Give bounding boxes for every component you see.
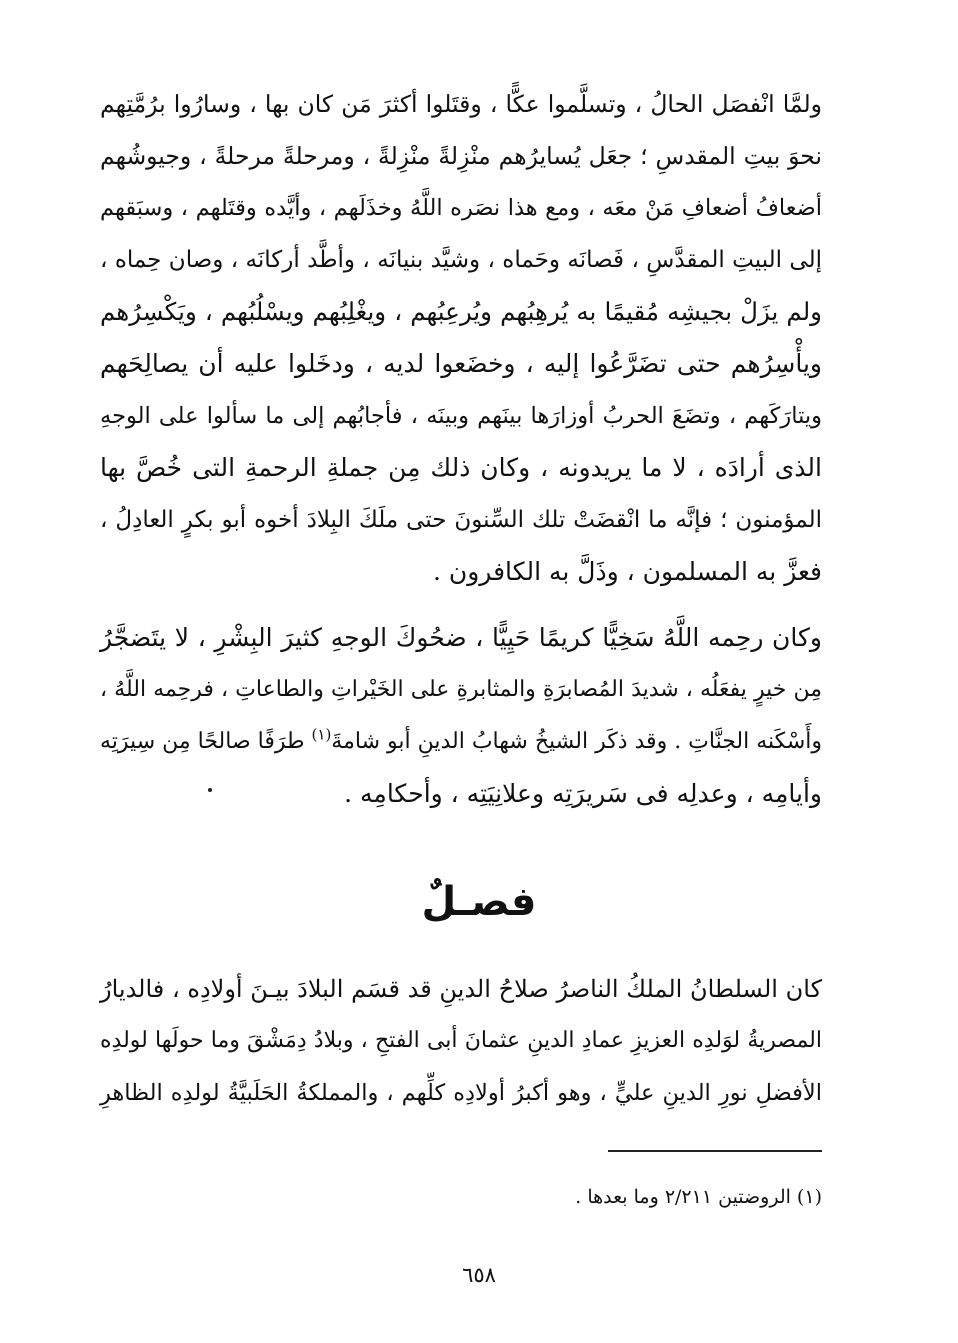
- text-line: وكان رحِمه اللَّهُ سَخِيًّا كريمًا حَيِيًّا ، ضحُوكَ الوجهِ كثيرَ البِشْرِ ، لا يتَضجَّرُ: [100, 623, 822, 652]
- text-line: الأفضلِ نورِ الدينِ عليٍّ ، وهو أكبرُ أولادِه كلِّهم ، والمملكةُ الحَلَبيَّةُ لولدِه الظاهرِ: [100, 1080, 822, 1106]
- text-line-part: طرَفًا صالحًا مِن سِيرَتِه: [100, 729, 305, 754]
- text-line: المصريةُ لوَلدِه العزيزِ عمادِ الدينِ عثمانَ أبى الفتحِ ، وبلادُ دِمَشْقَ وما حولَها لولدِه: [100, 1028, 822, 1053]
- text-line: أضعافُ أضعافِ مَنْ معَه ، ومع هذا نصَره اللَّهُ وخذَلَهم ، وأيَّده وقتَلهم ، وسبَقهم: [100, 195, 822, 221]
- text-line: إلى البيتِ المقدَّسِ ، فَصانَه وحَماه ، وشيَّد بنيانَه ، وأطَّد أركانَه ، وصان حِماه ،: [100, 247, 822, 273]
- footnote-reference[interactable]: (١): [311, 725, 332, 744]
- paragraph-1: [100, 78, 822, 598]
- text-line: ولم يزَلْ بجيشِه مُقيمًا به يُرهِبُهم ويُرعِبُهم ، ويغْلِبُهم ويسْلُبُهم ، ويَكْسِرُهم: [100, 297, 822, 326]
- text-line: ويتارَكَهم ، وتضَعَ الحربُ أوزارَها بينَهم وبينَه ، فأجابُهم إلى ما سألوا على الوجهِ: [100, 403, 822, 429]
- section-heading: فصـلٌ: [421, 879, 537, 925]
- text-line: ولمَّا انْفصَل الحالُ ، وتسلَّموا عكًّا ، وقتَلوا أكثرَ مَن كان بها ، وسارُوا برُمَّتِهم: [100, 90, 822, 118]
- footnote: (١) الروضتين ٢/٢١١ وما بعدها .: [575, 1186, 822, 1208]
- page-number: ٦٥٨: [462, 1263, 496, 1287]
- stray-mark: [208, 788, 212, 792]
- text-line: المؤمنون ؛ فإنَّه ما انْقضَتْ تلك السِّنونَ حتى ملَكَ البِلادَ أخوه أبو بكرٍ العادِلُ ،: [100, 507, 822, 533]
- text-line: وأيامِه ، وعدلِه فى سَريرَتِه وعلانِيَتِه ، وأحكامِه .: [344, 779, 822, 808]
- footnote-divider: [608, 1150, 822, 1152]
- text-line: [100, 716, 822, 768]
- text-line: الذى أرادَه ، لا ما يريدونه ، وكان ذلك مِن جملةِ الرحمةِ التى خُصَّ بها: [100, 453, 822, 482]
- text-line-part: وأَسْكَنه الجنَّاتِ . وقد ذكَر الشيخُ شهابُ الدينِ أبو شامةَ: [331, 729, 823, 754]
- text-line: فعزَّ به المسلمون ، وذَلَّ به الكافرون .: [432, 557, 822, 586]
- paragraph-3: [100, 963, 822, 1119]
- text-line: نحوَ بيتِ المقدسِ ؛ جعَل يُسايرُهم منْزِلةً منْزِلةً ، ومرحلةً مرحلةً ، وجيوشُهم: [100, 142, 822, 170]
- text-line: مِن خيرٍ يفعَلُه ، شديدَ المُصابرَةِ والمثابرةِ على الخَيْراتِ والطاعاتِ ، فرحِمه اللَّهُ ،: [100, 677, 822, 702]
- text-line: كان السلطانُ الملكُ الناصرُ صلاحُ الدينِ قد قسَم البلادَ بيـنَ أولادِه ، فالديارُ: [100, 975, 822, 1003]
- text-line: ويأْسِرُهم حتى تضَرَّعُوا إليه ، وخضَعوا لديه ، ودخَلوا عليه أن يصالِحَهم: [100, 349, 822, 378]
